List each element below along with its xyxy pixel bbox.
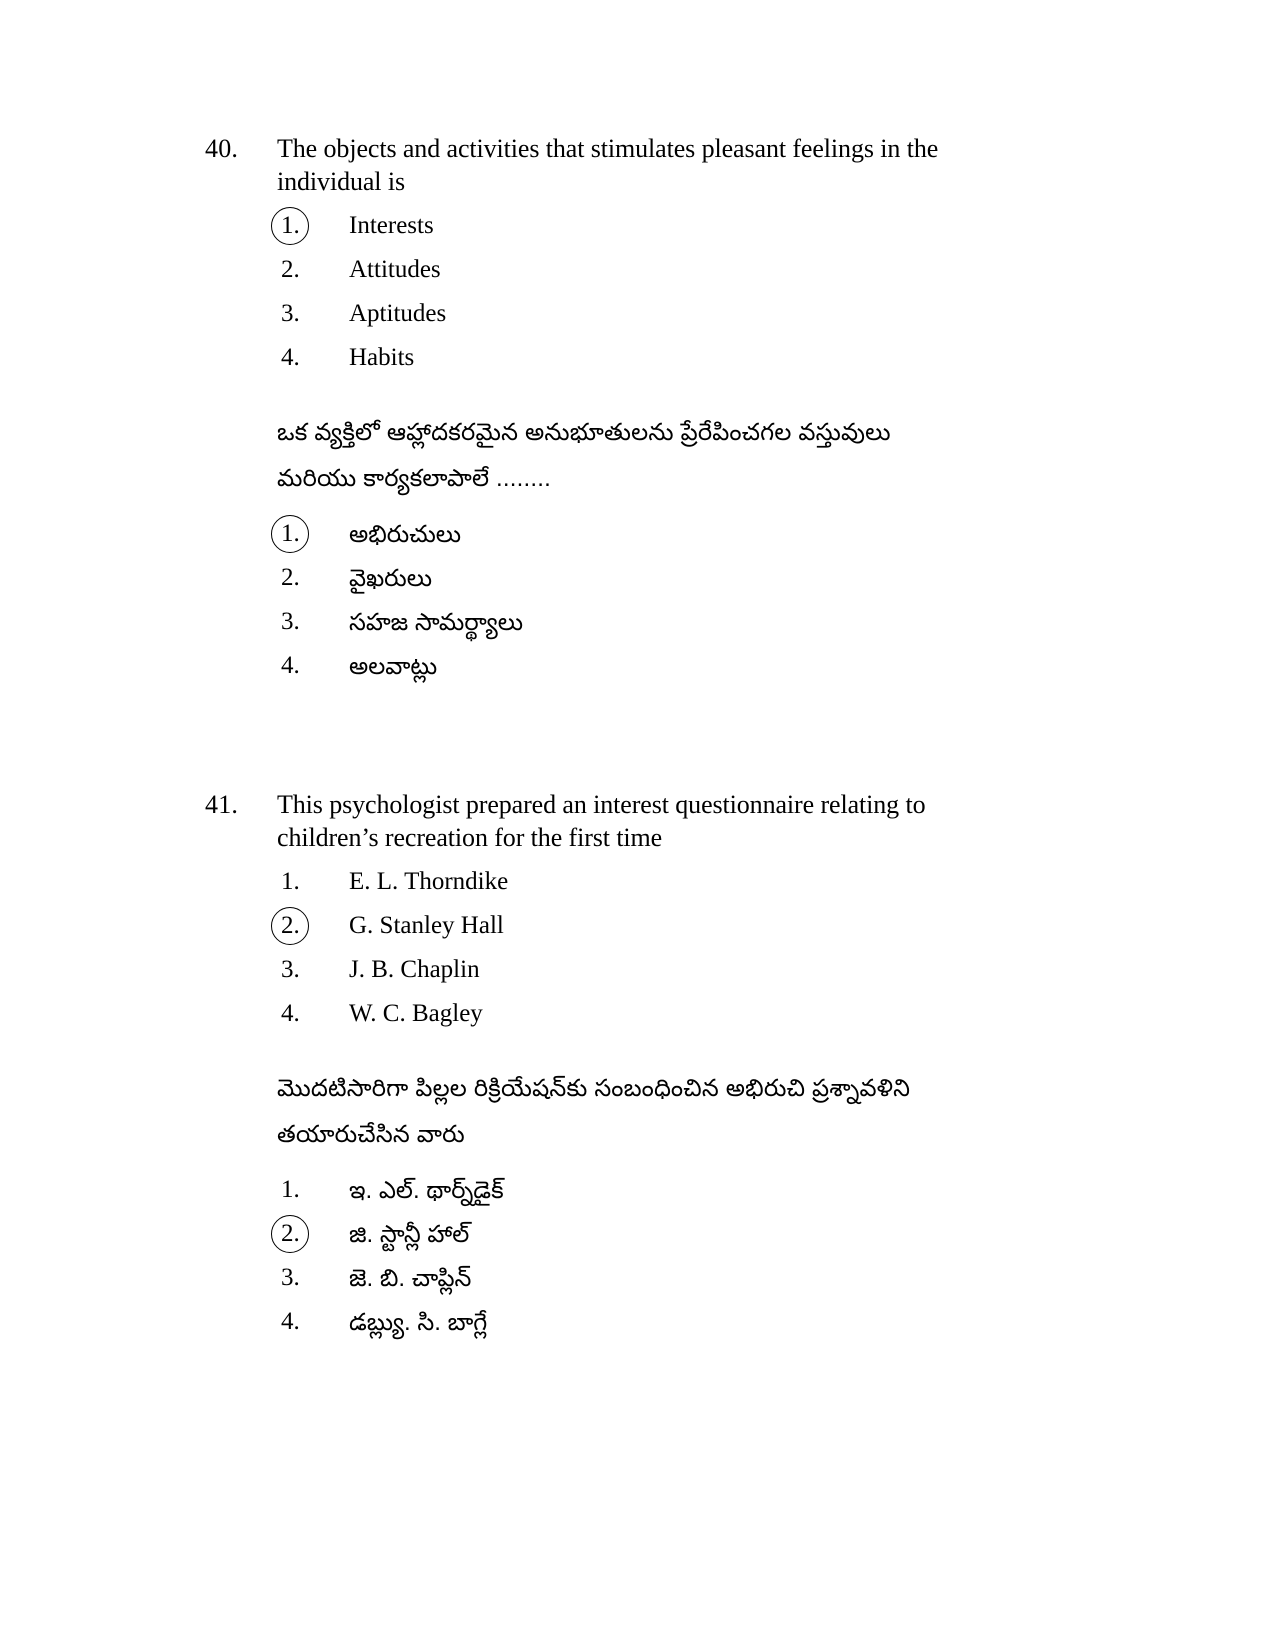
option-marker-text: 4. bbox=[281, 1308, 300, 1335]
selection-circle-icon bbox=[271, 515, 309, 553]
option-marker[interactable] bbox=[277, 648, 349, 684]
option-marker-text: 4. bbox=[281, 344, 300, 371]
question-41-stem-line-2: children’s recreation for the first time bbox=[277, 823, 663, 852]
question-41-telugu-line-2: తయారుచేసిన వారు bbox=[277, 1121, 465, 1148]
option-marker[interactable] bbox=[277, 208, 349, 244]
option-marker[interactable] bbox=[277, 296, 349, 332]
question-40-heading bbox=[205, 132, 1005, 198]
option-row[interactable] bbox=[277, 604, 1005, 648]
question-40-number: 40. bbox=[205, 134, 239, 163]
option-marker-text: 1. bbox=[281, 520, 300, 547]
option-label: డబ్ల్యు. సి. బాగ్లే bbox=[349, 1309, 488, 1336]
option-marker-text: 2. bbox=[281, 564, 300, 591]
question-41-options-english bbox=[205, 864, 1005, 1040]
option-row[interactable] bbox=[277, 952, 1005, 996]
option-marker-text: 4. bbox=[281, 1000, 300, 1027]
question-41-telugu-line-1: మొదటిసారిగా పిల్లల రిక్రియేషన్‌కు సంబంధించిన అభిరుచి ప్రశ్నావళిని bbox=[277, 1075, 911, 1102]
option-row[interactable] bbox=[277, 648, 1005, 692]
option-marker[interactable] bbox=[277, 952, 349, 988]
option-row[interactable] bbox=[277, 1216, 1005, 1260]
option-label: వైఖరులు bbox=[349, 565, 433, 592]
option-marker[interactable] bbox=[277, 1172, 349, 1208]
option-row[interactable] bbox=[277, 340, 1005, 384]
option-label: Habits bbox=[349, 344, 415, 371]
selection-circle-icon bbox=[271, 907, 309, 945]
question-40-options-english bbox=[205, 208, 1005, 384]
question-41-stem-telugu bbox=[205, 1066, 1005, 1158]
option-marker[interactable] bbox=[277, 252, 349, 288]
question-40-stem-line-2: individual is bbox=[277, 167, 405, 196]
option-label: ఇ. ఎల్. థార్న్‌డైక్ bbox=[349, 1177, 504, 1204]
question-spacer bbox=[205, 692, 1005, 788]
question-block-41 bbox=[205, 788, 1005, 1348]
option-row[interactable] bbox=[277, 208, 1005, 252]
selection-circle-icon bbox=[271, 207, 309, 245]
option-marker-text: 1. bbox=[281, 1176, 300, 1203]
question-40-options-telugu bbox=[205, 516, 1005, 692]
option-marker[interactable] bbox=[277, 1216, 349, 1252]
option-label: అలవాట్లు bbox=[349, 653, 438, 680]
option-label: సహజ సామర్థ్యాలు bbox=[349, 609, 524, 636]
option-row[interactable] bbox=[277, 1172, 1005, 1216]
option-marker[interactable] bbox=[277, 604, 349, 640]
option-row[interactable] bbox=[277, 516, 1005, 560]
option-row[interactable] bbox=[277, 1260, 1005, 1304]
option-marker[interactable] bbox=[277, 864, 349, 900]
option-marker-text: 1. bbox=[281, 868, 300, 895]
option-label: Attitudes bbox=[349, 256, 441, 283]
question-block-40 bbox=[205, 132, 1005, 692]
option-marker[interactable] bbox=[277, 1260, 349, 1296]
option-marker-text: 3. bbox=[281, 956, 300, 983]
option-marker-text: 2. bbox=[281, 256, 300, 283]
question-41-stem-english bbox=[277, 788, 1005, 854]
option-label: G. Stanley Hall bbox=[349, 912, 504, 939]
option-marker[interactable] bbox=[277, 908, 349, 944]
option-marker[interactable] bbox=[277, 516, 349, 552]
question-40-telugu-line-2: మరియు కార్యకలాపాలే ........ bbox=[277, 465, 551, 492]
question-41-options-telugu bbox=[205, 1172, 1005, 1348]
option-label: W. C. Bagley bbox=[349, 1000, 483, 1027]
option-row[interactable] bbox=[277, 996, 1005, 1040]
option-marker-text: 2. bbox=[281, 912, 300, 939]
question-41-heading bbox=[205, 788, 1005, 854]
option-row[interactable] bbox=[277, 296, 1005, 340]
option-row[interactable] bbox=[277, 252, 1005, 296]
question-41-stem-line-1: This psychologist prepared an interest questionnaire relating to bbox=[277, 790, 926, 819]
question-40-stem-telugu bbox=[205, 410, 1005, 502]
option-marker-text: 3. bbox=[281, 1264, 300, 1291]
option-label: జె. బి. చాప్లిన్ bbox=[349, 1265, 472, 1292]
option-marker-text: 4. bbox=[281, 652, 300, 679]
question-40-stem-line-1: The objects and activities that stimulates pleasant feelings in the bbox=[277, 134, 939, 163]
question-40-telugu-line-1: ఒక వ్యక్తిలో ఆహ్లాదకరమైన అనుభూతులను ప్రేరేపించగల వస్తువులు bbox=[277, 419, 891, 446]
option-marker-text: 2. bbox=[281, 1220, 300, 1247]
selection-circle-icon bbox=[271, 1215, 309, 1253]
option-row[interactable] bbox=[277, 908, 1005, 952]
option-label: జి. స్టాన్లీ హాల్ bbox=[349, 1221, 470, 1248]
option-label: అభిరుచులు bbox=[349, 521, 462, 548]
option-marker[interactable] bbox=[277, 1304, 349, 1340]
option-label: E. L. Thorndike bbox=[349, 868, 509, 895]
option-row[interactable] bbox=[277, 1304, 1005, 1348]
option-label: Interests bbox=[349, 212, 434, 239]
questions-container bbox=[205, 132, 1005, 1348]
option-row[interactable] bbox=[277, 864, 1005, 908]
option-marker-text: 3. bbox=[281, 300, 300, 327]
question-41-number: 41. bbox=[205, 790, 239, 819]
option-label: Aptitudes bbox=[349, 300, 447, 327]
option-row[interactable] bbox=[277, 560, 1005, 604]
option-label: J. B. Chaplin bbox=[349, 956, 480, 983]
option-marker-text: 1. bbox=[281, 212, 300, 239]
question-40-stem-english bbox=[277, 132, 1005, 198]
option-marker[interactable] bbox=[277, 996, 349, 1032]
option-marker[interactable] bbox=[277, 560, 349, 596]
option-marker[interactable] bbox=[277, 340, 349, 376]
option-marker-text: 3. bbox=[281, 608, 300, 635]
